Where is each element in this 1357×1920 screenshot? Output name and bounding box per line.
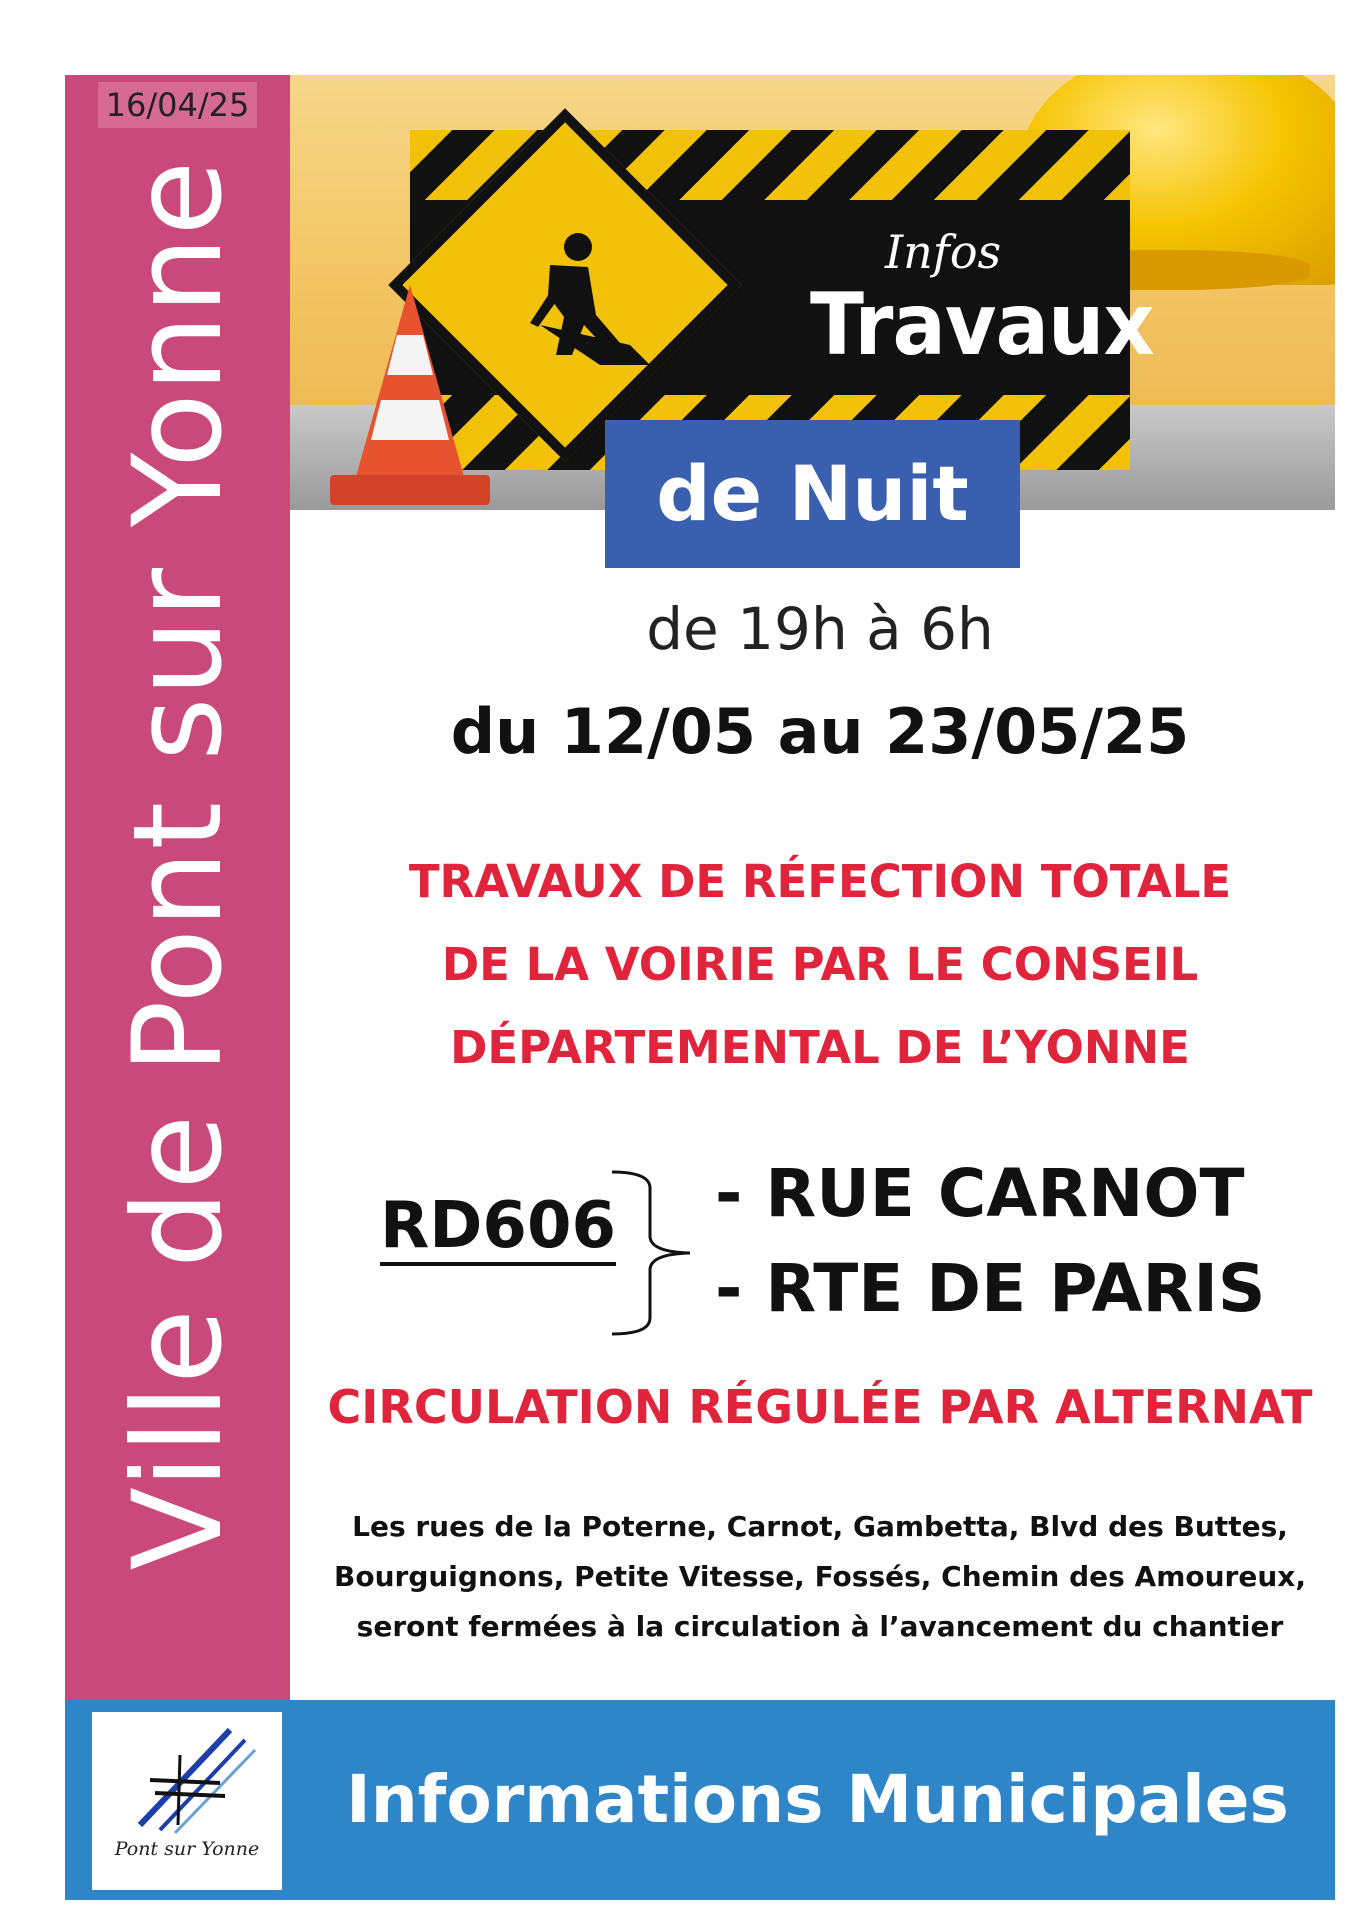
side-title: Ville de Pont sur Yonne	[106, 159, 249, 1571]
closure-line: seront fermées à la circulation à l’avancement du chantier	[356, 1610, 1284, 1643]
night-badge: de Nuit	[605, 420, 1020, 568]
brace-icon	[610, 1168, 720, 1338]
worker-digging-icon	[500, 225, 660, 375]
closure-line: Les rues de la Poterne, Carnot, Gambetta, Blvd des Buttes,	[352, 1510, 1288, 1543]
logo-caption: Pont sur Yonne	[114, 1838, 260, 1860]
description-line: DE LA VOIRIE PAR LE CONSEIL	[441, 938, 1199, 991]
side-title-wrap	[65, 140, 290, 1590]
dates-text: du 12/05 au 23/05/25	[450, 695, 1190, 768]
date-stamp-box	[65, 75, 290, 135]
traffic-cone-icon	[325, 280, 495, 510]
date-stamp: 16/04/25	[98, 82, 258, 128]
infos-script-label: Infos	[885, 225, 1002, 279]
footer-title: Informations Municipales	[346, 1761, 1289, 1838]
street-item: - RUE CARNOT	[715, 1155, 1245, 1232]
description-line: DÉPARTEMENTAL DE L’YONNE	[450, 1021, 1190, 1074]
closure-line: Bourguignons, Petite Vitesse, Fossés, Chemin des Amoureux,	[334, 1560, 1306, 1593]
road-code: RD606	[380, 1190, 616, 1266]
traffic-notice: CIRCULATION RÉGULÉE PAR ALTERNAT	[327, 1380, 1313, 1434]
town-logo-icon	[120, 1725, 260, 1835]
street-item: - RTE DE PARIS	[715, 1250, 1266, 1327]
description-line: TRAVAUX DE RÉFECTION TOTALE	[408, 855, 1232, 908]
hours-text: de 19h à 6h	[646, 595, 994, 663]
travaux-title: Travaux	[810, 275, 1154, 375]
